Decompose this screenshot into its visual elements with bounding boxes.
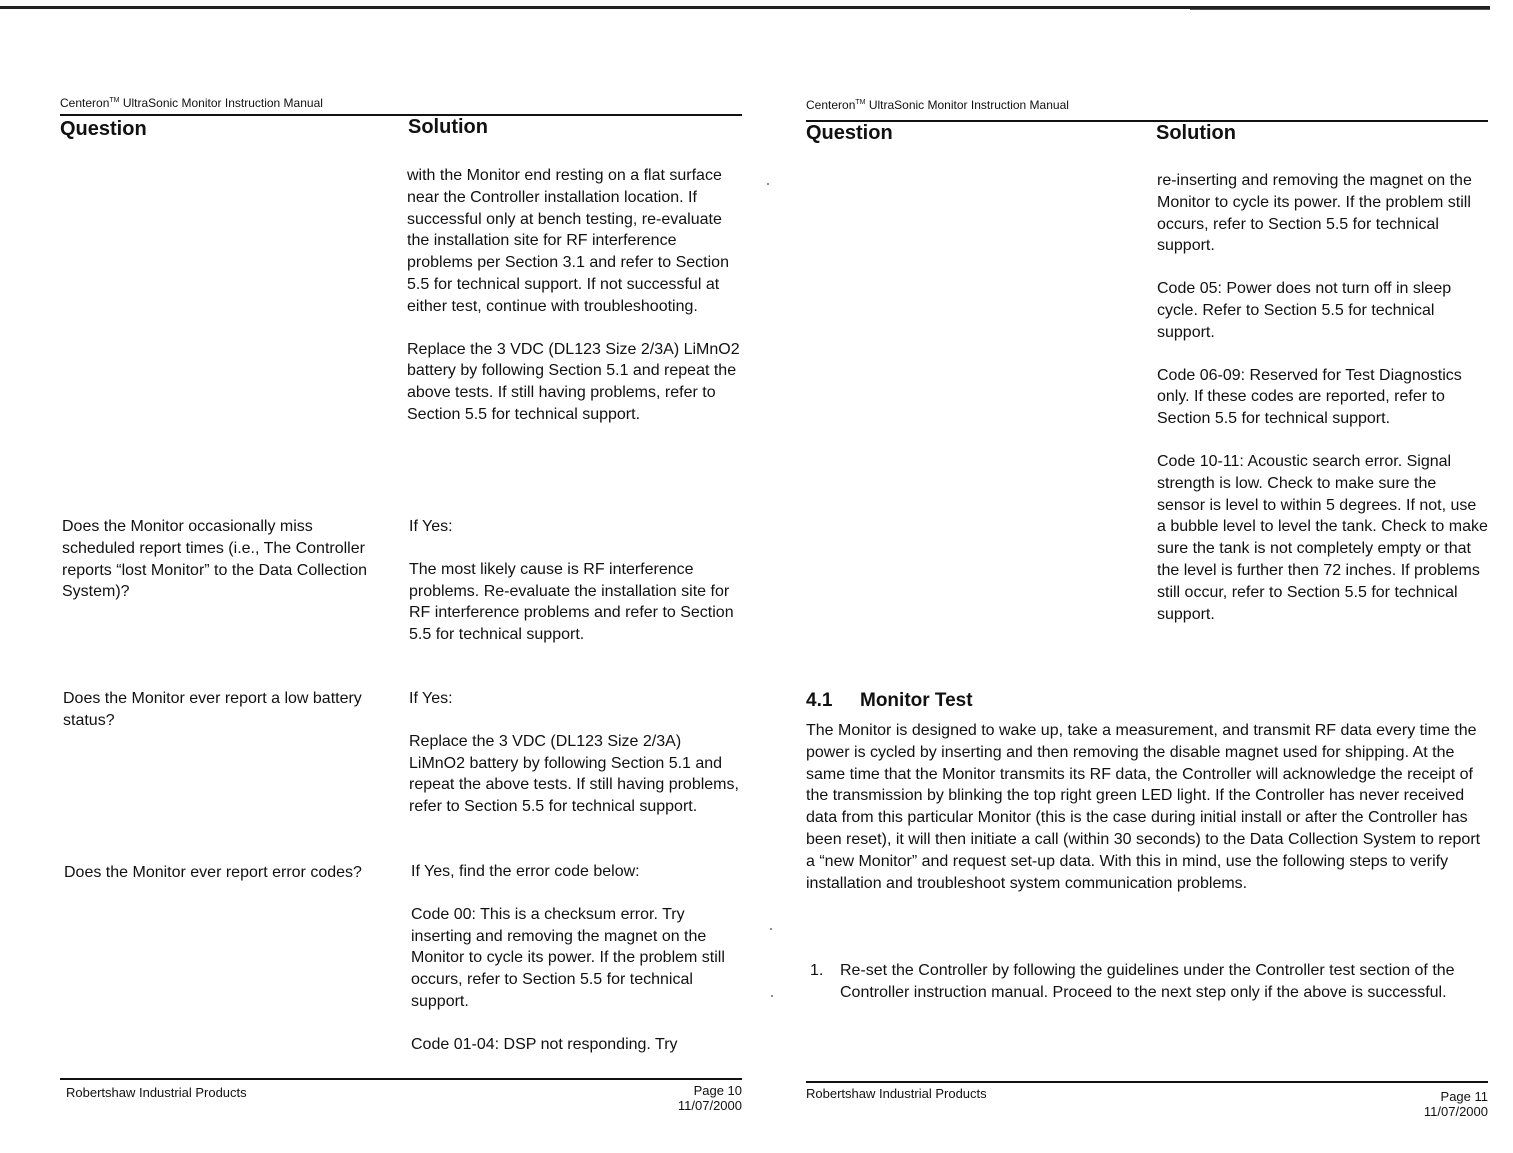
- section-number: 4.1: [806, 690, 833, 711]
- footer-date: 11/07/2000: [677, 1098, 742, 1113]
- section-title: Monitor Test: [860, 690, 973, 711]
- footer-rule: [60, 1078, 742, 1080]
- question-1: Does the Monitor occasionally miss scheduled report times (i.e., The Controller reports “lost Monitor” to the Data Collection System)?: [62, 518, 368, 601]
- table-header: [806, 120, 1488, 152]
- solution-2: [409, 688, 739, 839]
- paragraph: Replace the 3 VDC (DL123 Size 2/3A) LiMnO2 battery by following Section 5.1 and repeat the above tests. If still having problems, refer to Section 5.5 for technical support.: [409, 732, 739, 816]
- continued-solution: [1157, 170, 1488, 646]
- footer-company: Robertshaw Industrial Products: [806, 1086, 987, 1101]
- paragraph: Code 01-04: DSP not responding. Try: [411, 1035, 678, 1053]
- footer-page: Page 10: [693, 1083, 742, 1098]
- scan-speck: [767, 183, 769, 185]
- section-paragraph: The Monitor is designed to wake up, take a measurement, and transmit RF data every time the power is cycled by inserting and then removing the disable magnet used for shipping. At the same time that the Monitor transmits its RF data, the Controller will acknowledge the receipt of the transmission by blinking the top right green LED light. If the Controller has never received data from this particular Monitor (this is the case during initial install or after the Controller has been reset), it will then initiate a call (within 30 seconds) to the Data Collection System to report a “new Monitor” and request set-up data. With this in mind, use the following steps to verify installation and troubleshoot system communication problems.: [806, 722, 1481, 892]
- section-heading: [806, 690, 973, 712]
- footer-rule: [806, 1081, 1488, 1083]
- paragraph: Code 06-09: Reserved for Test Diagnostics only. If these codes are reported, refer to Section 5.5 for technical support.: [1157, 366, 1462, 428]
- column-header-question: Question: [60, 118, 147, 140]
- paragraph: If Yes:: [409, 690, 453, 707]
- footer-date: 11/07/2000: [1423, 1104, 1488, 1119]
- paragraph: with the Monitor end resting on a flat surface near the Controller installation location. If successful only at bench testing, re-evaluate the installation site for RF interference problems per Section 3.1 and refer to Section 5.5 for technical support. If not successful at either test, continue with troubleshooting.: [407, 167, 729, 315]
- paragraph: If Yes, find the error code below:: [411, 863, 640, 880]
- solution-3: [411, 861, 743, 1077]
- column-header-question: Question: [806, 122, 893, 144]
- column-header-solution: Solution: [1156, 122, 1236, 144]
- paragraph: Replace the 3 VDC (DL123 Size 2/3A) LiMnO2 battery by following Section 5.1 and repeat the above tests. If still having problems, refer to Section 5.5 for technical support.: [407, 340, 740, 423]
- solution-1: [409, 516, 739, 667]
- column-header-solution: Solution: [408, 116, 488, 138]
- question-2: Does the Monitor ever report a low battery status?: [63, 690, 362, 729]
- footer-page-info: [678, 1083, 742, 1113]
- paragraph: re-inserting and removing the magnet on the Monitor to cycle its power. If the problem still occurs, refer to Section 5.5 for technical support.: [1157, 172, 1472, 255]
- list-item-text: Re-set the Controller by following the guidelines under the Controller test section of the Controller instruction manual. Proceed to the next step only if the above is successful.: [840, 962, 1455, 1001]
- question-3: Does the Monitor ever report error codes?: [64, 864, 362, 881]
- left-page: [60, 0, 742, 1153]
- list-item-number: 1.: [810, 962, 824, 979]
- paragraph: Code 00: This is a checksum error. Try inserting and removing the magnet on the Monitor to cycle its power. If the problem still occurs, refer to Section 5.5 for technical support.: [411, 905, 725, 1010]
- scan-speck: [771, 995, 773, 997]
- continued-solution: [407, 165, 742, 447]
- paragraph: If Yes:: [409, 518, 453, 535]
- right-page: [806, 0, 1488, 1153]
- paragraph: Code 10-11: Acoustic search error. Signal strength is low. Check to make sure the sensor is level to within 5 degrees. If not, use a bubble level to level the tank. Check to make sure the tank is not completely empty or that the level is further then 72 inches. If problems still occur, refer to Section 5.5 for technical support.: [1157, 452, 1488, 623]
- list-item: [806, 960, 1488, 1004]
- paragraph: The most likely cause is RF interference problems. Re-evaluate the installation site for RF interference problems and refer to Section 5.5 for technical support.: [409, 560, 734, 644]
- table-header: [60, 114, 742, 146]
- running-header: Centeron™ UltraSonic Monitor Instruction Manual: [806, 98, 1069, 112]
- scan-speck: [770, 928, 772, 930]
- footer-company: Robertshaw Industrial Products: [66, 1085, 247, 1100]
- paragraph: Code 05: Power does not turn off in sleep cycle. Refer to Section 5.5 for technical support.: [1157, 280, 1452, 341]
- running-header: Centeron™ UltraSonic Monitor Instruction Manual: [60, 96, 323, 110]
- footer-page-info: [1424, 1089, 1488, 1119]
- footer-page: Page 11: [1440, 1089, 1488, 1104]
